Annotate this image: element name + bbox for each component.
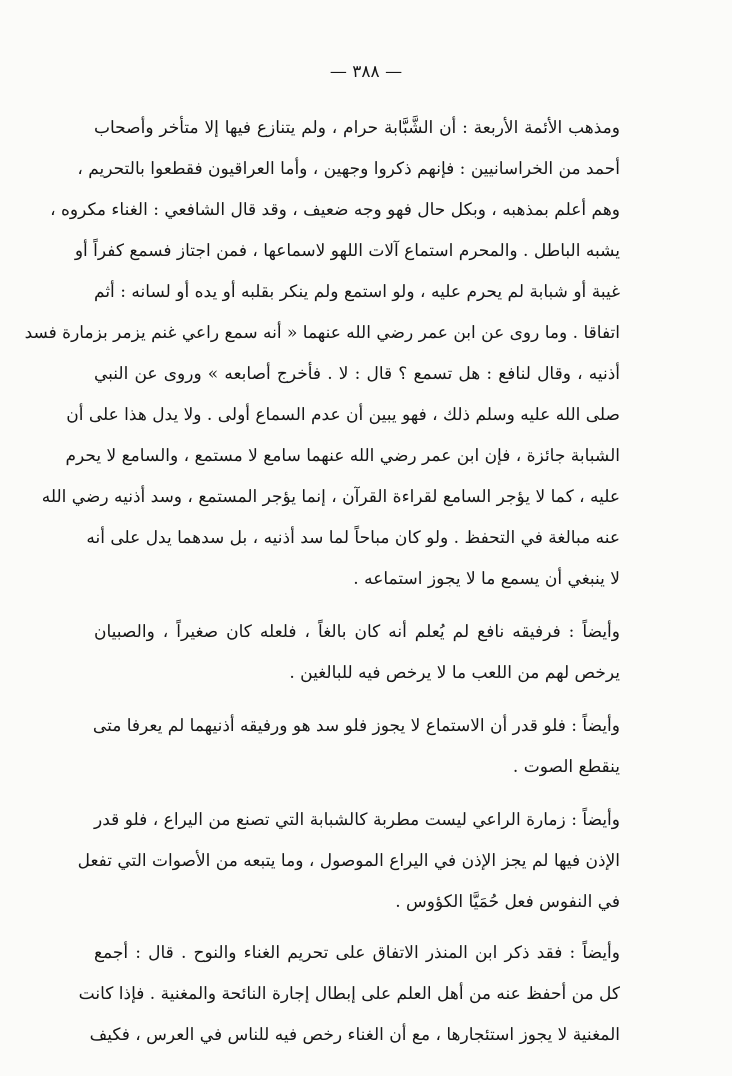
text-line: اتفاقا . وما روى عن ابن عمر رضي الله عنهما « أنه سمع راعي غنم يزمر بزمارة فسد: [24, 323, 620, 343]
paragraph: [94, 706, 620, 788]
text-line: صلى الله عليه وسلم ذلك ، فهو يبين أن عدم السماع أولى . ولا يدل هذا على أن: [66, 405, 620, 425]
text-line: وأيضاً : فرفيقه نافع لم يُعلم أنه كان بالغاً ، فلعله كان صغيراً ، والصبيان: [94, 622, 620, 642]
text-line: وأيضاً : زمارة الراعي ليست مطربة كالشبابة التي تصنع من اليراع ، فلو قدر: [94, 810, 620, 830]
text-line: ينقطع الصوت .: [512, 757, 620, 777]
text-line: المغنية لا يجوز استئجارها ، مع أن الغناء رخص فيه للناس في العرس ، فكيف: [89, 1025, 620, 1045]
text-line: يرخص لهم من اللعب ما لا يرخص فيه للبالغين .: [289, 663, 620, 683]
text-line: عليه ، كما لا يؤجر السامع لقراءة القرآن ، إنما يؤجر المستمع ، وسد أذنيه رضي الله: [41, 487, 620, 507]
page-number: — ٣٨٨ —: [329, 62, 403, 82]
text-line: الشبابة جائزة ، فإن ابن عمر رضي الله عنهما سامع لا مستمع ، والسامع لا يحرم: [65, 446, 620, 466]
text-line: عنه مبالغة في التحفظ . ولو كان مباحاً لما سد أذنيه ، بل سدهما يدل على أنه: [86, 528, 620, 548]
text-line: ومذهب الأئمة الأربعة : أن الشَّبَّابة حرام ، ولم يتنازع فيها إلا متأخر وأصحاب: [94, 118, 620, 138]
text-line: يشبه الباطل . والمحرم استماع آلات اللهو لاسماعها ، فمن اجتاز فسمع كفراً أو: [74, 241, 620, 261]
text-line: وأيضاً : فقد ذكر ابن المنذر الاتفاق على تحريم الغناء والنوح . قال : أجمع: [94, 943, 620, 963]
text-line: وهم أعلم بمذهبه ، وبكل حال فهو وجه ضعيف ، وقد قال الشافعي : الغناء مكروه ،: [50, 200, 620, 220]
paragraph: [24, 108, 620, 600]
text-line: لا ينبغي أن يسمع ما لا يجوز استماعه .: [353, 569, 620, 589]
text-line: غيبة أو شبابة لم يحرم عليه ، ولو استمع ولم ينكر بقلبه أو يده أو لسانه : أثم: [94, 282, 620, 302]
page-body: [24, 108, 620, 1056]
text-line: أذنيه ، وقال لنافع : هل تسمع ؟ قال : لا . فأخرج أصابعه » وروى عن النبي: [94, 364, 620, 384]
paragraph: [77, 800, 620, 923]
paragraph: [78, 933, 620, 1056]
text-line: أحمد من الخراسانيين : فإنهم ذكروا وجهين ، وأما العراقيون فقطعوا بالتحريم ،: [77, 159, 620, 179]
text-line: كل من أحفظ عنه من أهل العلم على إبطال إجارة النائحة والمغنية . فإذا كانت: [78, 984, 620, 1004]
paragraph: [94, 612, 620, 694]
text-line: الإذن فيها لم يجز الإذن في اليراع الموصول ، وما يتبعه من الأصوات التي تفعل: [77, 851, 620, 871]
text-line: وأيضاً : فلو قدر أن الاستماع لا يجوز فلو سد هو ورفيقه أذنيهما لم يعرفا متى: [92, 716, 620, 736]
text-line: في النفوس فعل حُمَيَّا الكؤوس .: [395, 892, 620, 912]
